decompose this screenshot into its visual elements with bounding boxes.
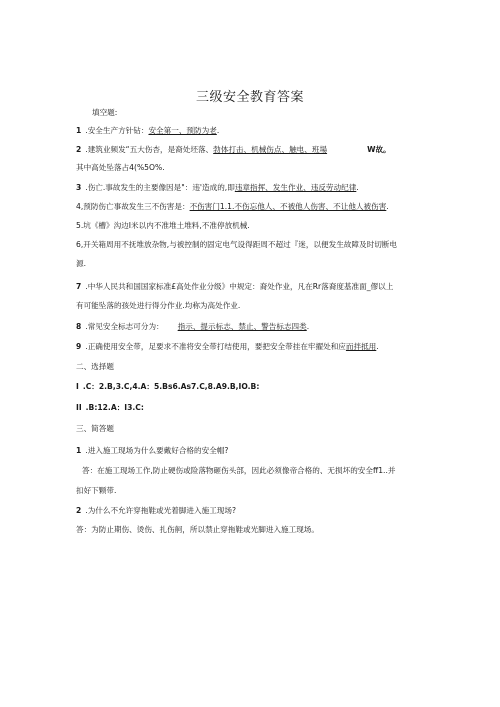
question-text: .正确使用安全带，足要求不准将安全带打结使用，要把安全带挂在牢擢处和应 (85, 342, 346, 351)
question-number: 2 (76, 145, 82, 154)
question-number: 9 (76, 342, 82, 351)
question-number: 1 (76, 446, 82, 455)
fill-question-4 (76, 202, 436, 212)
question-number: 8 (76, 322, 82, 331)
question-number: 7 (76, 282, 82, 291)
choice-heading: 二、选择题 (76, 362, 114, 371)
fill-question-7 (76, 282, 436, 292)
question-text: .伤亡.事故发生的主要像因是"：违'造成的,即 (85, 183, 235, 192)
question-text: .为什么不允许穿拖鞋或光着脚进入施工现场? (85, 506, 237, 515)
question-number: II (76, 403, 82, 412)
question-text: 4,预防伤亡事故发生三不伤害是： (76, 202, 190, 211)
answer-text: 安全第一、预防为老 (148, 126, 217, 135)
question-text: . (376, 342, 379, 351)
question-text: . (306, 322, 310, 331)
question-text: .中华人民共和国国家标准£高处作业分级》中规定：裔处作业，凡在Rr落裔度基准面_僇以上 (85, 282, 394, 291)
fill-question-9 (76, 342, 436, 352)
fill-question-6: 6,开关箱周用不抚堆放杂物,与被控制的固定电气设得距周不超过『迷，以便发生故障及时切断电 (76, 240, 397, 249)
short-answer-1-cont: 扣好下颗带. (76, 486, 117, 495)
fill-question-1 (76, 126, 436, 136)
fill-question-2 (76, 145, 436, 155)
question-text: W故。 (367, 145, 391, 154)
question-text: .进入施工现场为什么要戴好合格的安全帽? (85, 446, 229, 455)
question-text: . (356, 183, 359, 192)
short-answer-1: 答：在施工现场工作,防止硬伤或险落物砸伤头部，因此必须像帝合格的、无损坏的安全ff1..并 (82, 466, 396, 475)
question-number: 1 (76, 126, 82, 135)
short-question-1 (76, 446, 436, 456)
fill-question-3 (76, 183, 436, 193)
short-answer-2: 答：为防止期伤、烫伤、扎伤舸，所以禁止穿拖鞋或光脚进入施工现场。 (76, 525, 319, 534)
fill-in-heading: 填空题: (92, 108, 118, 117)
answer-text: 指示、提示标志、禁止、警告标志四类 (177, 322, 307, 331)
short-answer-heading: 三、简答题 (76, 424, 114, 433)
choice-answers-1 (76, 382, 436, 392)
answer-text: 勃体打击、机械伤点、触电、班場 (213, 145, 328, 154)
question-text: .常见安全标志可分为： (85, 322, 164, 331)
document-title: 三级安全教育答案 (195, 90, 304, 105)
fill-question-2-cont: 其中高处坠落占4(%5O%. (76, 163, 165, 172)
fill-question-6-cont: 源. (76, 259, 87, 268)
choice-answers-2 (76, 403, 436, 413)
question-number: 3 (76, 183, 82, 192)
short-question-2 (76, 506, 436, 516)
fill-question-7-cont: 有可能坠落的孩处进行得分作业.均称为高处作业. (76, 301, 241, 310)
question-text: . (386, 202, 389, 211)
question-number: I (76, 382, 79, 391)
answer-text: .C：2.B,3.C,4.A：5.Bs6.As7.C,8.A9.B,IO.B: (82, 382, 260, 391)
fill-question-8 (76, 322, 436, 332)
answer-text: 违章指挥、发生作业、违反劳动纪律 (234, 183, 357, 192)
answer-text: 不伤害门1.1.不伤忘他人、不被他人伤害、不让他人被伤害 (189, 202, 387, 211)
question-text: .安全生产方针钻： (85, 126, 149, 135)
answer-text: 而拌抵用 (345, 342, 377, 351)
fill-question-5: 5.坑《槽》沟边I米以内不准堆土堆料,不准停放机械. (76, 221, 250, 230)
question-number: 2 (76, 506, 82, 515)
answer-text: .B:12.A：I3.C: (85, 403, 144, 412)
question-text: .建筑业频发“五大伤杏，是裔处坯落、 (85, 145, 214, 154)
question-text: . (216, 126, 220, 135)
